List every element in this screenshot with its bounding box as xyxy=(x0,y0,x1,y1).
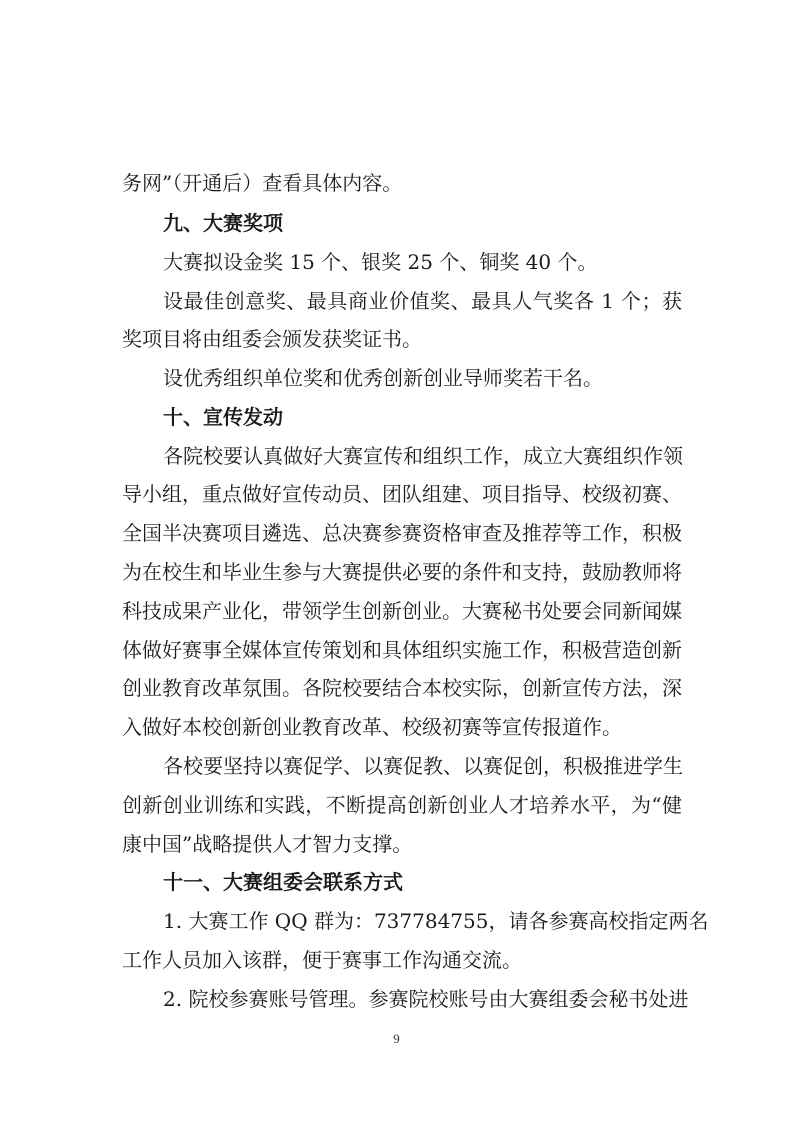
paragraph-line: 务网”（开通后）查看具体内容。 xyxy=(122,171,403,195)
paragraph-line: 各院校要认真做好大赛宣传和组织工作，成立大赛组织作领 xyxy=(163,444,683,468)
paragraph-line: 导小组，重点做好宣传动员、团队组建、项目指导、校级初赛、 xyxy=(122,482,682,506)
paragraph-line: 各校要坚持以赛促学、以赛促教、以赛促创，积极推进学生 xyxy=(163,754,683,778)
paragraph-line: 为在校生和毕业生参与大赛提供必要的条件和支持，鼓励教师将 xyxy=(122,560,682,584)
paragraph-line: 体做好赛事全媒体宣传策划和具体组织实施工作，积极营造创新 xyxy=(122,638,682,662)
paragraph-line: 1. 大赛工作 QQ 群为：737784755，请各参赛高校指定两名 xyxy=(163,909,709,933)
paragraph-line: 创业教育改革氛围。各院校要结合本校实际，创新宣传方法，深 xyxy=(122,676,682,700)
paragraph-line: 入做好本校创新创业教育改革、校级初赛等宣传报道作。 xyxy=(122,715,622,739)
paragraph-line: 康中国”战略提供人才智力支撑。 xyxy=(122,832,413,856)
paragraph-line: 科技成果产业化，带领学生创新创业。大赛秘书处要会同新闻媒 xyxy=(122,599,682,623)
paragraph-line: 2. 院校参赛账号管理。参赛院校账号由大赛组委会秘书处进 xyxy=(163,987,689,1011)
paragraph-line: 大赛拟设金奖 15 个、银奖 25 个、铜奖 40 个。 xyxy=(163,250,598,274)
section-heading-contact: 十一、大赛组委会联系方式 xyxy=(163,870,403,894)
paragraph-line: 创新创业训练和实践，不断提高创新创业人才培养水平，为“健 xyxy=(122,793,682,817)
page-number: 9 xyxy=(393,1031,400,1046)
paragraph-line: 设最佳创意奖、最具商业价值奖、最具人气奖各 1 个；获 xyxy=(163,289,682,313)
paragraph-line: 奖项目将由组委会颁发获奖证书。 xyxy=(122,327,422,351)
paragraph-line: 工作人员加入该群，便于赛事工作沟通交流。 xyxy=(122,948,522,972)
paragraph-line: 设优秀组织单位奖和优秀创新创业导师奖若干名。 xyxy=(163,366,603,390)
section-heading-awards: 九、大赛奖项 xyxy=(163,211,283,235)
section-heading-publicity: 十、宣传发动 xyxy=(163,405,283,429)
paragraph-line: 全国半决赛项目遴选、总决赛参赛资格审查及推荐等工作，积极 xyxy=(122,521,682,545)
